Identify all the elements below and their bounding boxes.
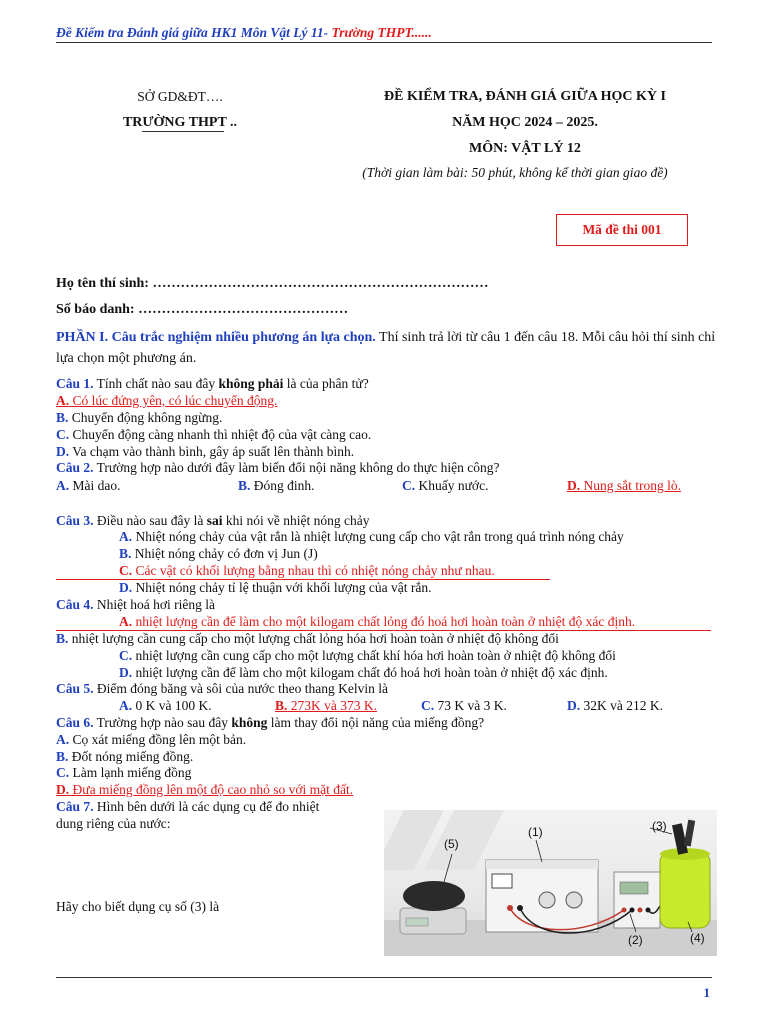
joulemeter-terminal xyxy=(638,908,643,913)
question-4-option-b xyxy=(56,631,559,647)
question-4-label: Câu 4. xyxy=(56,597,94,612)
time-allowance: (Thời gian làm bài: 50 phút, không kể thời gian giao đề) xyxy=(362,165,668,180)
running-header-title: Đề Kiểm tra Đánh giá giữa HK1 Môn Vật Lý 11- xyxy=(56,25,332,40)
option-letter-c: C. xyxy=(119,648,133,663)
question-1-option-d xyxy=(56,444,354,460)
power-knob xyxy=(539,892,555,908)
option-text: Khuấy nước. xyxy=(415,478,489,493)
lab-equipment-figure xyxy=(384,810,717,956)
balance-display xyxy=(406,918,428,926)
question-2-option-c xyxy=(402,478,488,494)
question-6-option-a xyxy=(56,732,246,748)
question-6-text: Trường hợp nào sau đây xyxy=(93,715,232,730)
option-letter-d: D. xyxy=(56,444,70,459)
option-text: nhiệt lượng cần cung cấp cho một lượng chất khí hóa hơi hoàn toàn ở nhiệt độ không đổi xyxy=(132,648,616,663)
question-4-option-a xyxy=(56,614,711,631)
question-3-option-b xyxy=(119,546,318,562)
option-text: nhiệt lượng cần để làm cho một kilogam chất lỏng đó hoá hơi hoàn toàn ở nhiệt độ xác định. xyxy=(132,614,636,629)
option-letter-d: D. xyxy=(567,478,581,493)
option-text: 32K và 212 K. xyxy=(580,698,663,713)
question-4-option-c xyxy=(119,648,616,664)
option-letter-a: A. xyxy=(119,614,133,629)
power-knob xyxy=(566,892,582,908)
option-letter-c: C. xyxy=(56,765,70,780)
question-6-option-c xyxy=(56,765,191,781)
running-header-school: Trường THPT...... xyxy=(331,25,432,40)
question-1-option-b xyxy=(56,410,222,426)
option-letter-d: D. xyxy=(119,665,133,680)
question-3-option-c xyxy=(56,563,550,580)
question-2-option-a xyxy=(56,478,121,494)
calorimeter xyxy=(660,852,710,928)
question-1-text-end: là của phân tử? xyxy=(283,376,369,391)
question-1-stem xyxy=(56,376,369,392)
balance-plate xyxy=(403,881,465,911)
figure-label-2: (2) xyxy=(628,933,643,947)
part1-instructions xyxy=(56,327,716,369)
option-text: 0 K và 100 K. xyxy=(132,698,212,713)
exam-title: ĐỀ KIỂM TRA, ĐÁNH GIÁ GIỮA HỌC KỲ I xyxy=(384,89,666,104)
figure-label-3: (3) xyxy=(652,819,667,833)
option-letter-b: B. xyxy=(56,410,69,425)
option-letter-b: B. xyxy=(119,546,132,561)
option-text: nhiệt lượng cần cung cấp cho một lượng chất lỏng hóa hơi hoàn toàn ở nhiệt độ không đổi xyxy=(68,631,559,646)
question-3-emphasis: sai xyxy=(206,513,223,528)
school-underline xyxy=(142,131,224,132)
question-7-label: Câu 7. xyxy=(56,799,94,814)
option-letter-c: C. xyxy=(402,478,416,493)
figure-label-5: (5) xyxy=(444,837,459,851)
header-rule xyxy=(56,42,712,43)
option-letter-b: B. xyxy=(238,478,251,493)
question-4-option-d xyxy=(119,665,608,681)
option-text: Làm lạnh miếng đồng xyxy=(69,765,192,780)
question-1-option-c xyxy=(56,427,371,443)
question-5-option-d xyxy=(567,698,663,714)
option-letter-d: D. xyxy=(567,698,581,713)
school-label: TRƯỜNG THPT .. xyxy=(122,115,238,130)
question-7-text: Hình bên dưới là các dụng cụ để đo nhiệt xyxy=(93,799,320,814)
question-2-label: Câu 2. xyxy=(56,460,94,475)
question-6-option-b xyxy=(56,749,193,765)
question-4-text: Nhiệt hoá hơi riêng là xyxy=(93,597,215,612)
question-1-option-a xyxy=(56,393,277,409)
question-1-label: Câu 1. xyxy=(56,376,94,391)
exam-code: Mã đề thi 001 xyxy=(582,222,662,237)
question-3-label: Câu 3. xyxy=(56,513,94,528)
exam-code-box xyxy=(556,214,688,246)
question-3-stem xyxy=(56,513,369,529)
joulemeter-body xyxy=(614,872,660,928)
option-letter-d: D. xyxy=(56,782,70,797)
department-label: SỞ GD&ĐT…. xyxy=(137,89,223,104)
question-7-prompt: Hãy cho biết dụng cụ số (3) là xyxy=(56,899,220,914)
part1-label: PHẦN I. xyxy=(56,330,112,345)
option-text: Đưa miếng đồng lên một độ cao nhỏ so với mặt đất. xyxy=(69,782,354,797)
question-1-text: Tính chất nào sau đây xyxy=(93,376,219,391)
question-7-stem xyxy=(56,799,319,815)
warning-label xyxy=(492,874,512,888)
question-3-text: Điều nào sau đây là xyxy=(93,513,207,528)
question-3-option-d xyxy=(119,580,432,596)
option-text: Va chạm vào thành bình, gây áp suất lên thành bình. xyxy=(69,444,355,459)
subject-title: MÔN: VẬT LÝ 12 xyxy=(469,141,581,156)
question-5-option-c xyxy=(421,698,507,714)
option-text: 73 K và 3 K. xyxy=(434,698,507,713)
part1-title: Câu trắc nghiệm nhiều phương án lựa chọn. xyxy=(111,330,376,345)
question-5-text: Điểm đóng băng và sôi của nước theo thang Kelvin là xyxy=(93,681,389,696)
option-letter-a: A. xyxy=(56,393,70,408)
footer-rule xyxy=(56,977,712,978)
question-7-stem-line2: dung riêng của nước: xyxy=(56,816,171,831)
option-text: Chuyển động càng nhanh thì nhiệt độ của vật càng cao. xyxy=(69,427,372,442)
question-6-label: Câu 6. xyxy=(56,715,94,730)
question-2-option-b xyxy=(238,478,315,494)
option-letter-c: C. xyxy=(421,698,435,713)
option-text: Nhiệt nóng chảy tỉ lệ thuận với khối lượng của vật rắn. xyxy=(132,580,432,595)
question-6-text-end: làm thay đổi nội năng của miếng đồng? xyxy=(267,715,485,730)
option-text: Cọ xát miếng đồng lên một bản. xyxy=(69,732,247,747)
question-2-stem xyxy=(56,460,499,476)
option-letter-c: C. xyxy=(56,427,70,442)
option-letter-a: A. xyxy=(56,478,70,493)
question-5-option-a xyxy=(119,698,212,714)
question-2-text: Trường hợp nào dưới đây làm biến đổi nội năng không do thực hiện công? xyxy=(93,460,500,475)
option-text: Các vật có khối lượng bằng nhau thì có nhiệt nóng chảy như nhau. xyxy=(132,563,495,578)
option-text: nhiệt lượng cần để làm cho một kilogam chất đó hoá hơi hoàn toàn ở nhiệt độ xác định. xyxy=(132,665,608,680)
heater-probe xyxy=(684,820,695,847)
option-letter-b: B. xyxy=(56,631,69,646)
student-id-field: Số báo danh: ……………………………………… xyxy=(56,302,349,317)
option-letter-a: A. xyxy=(119,529,133,544)
lab-equipment-illustration xyxy=(384,810,717,956)
option-text: Nhiệt nóng chảy của vật rắn là nhiệt lượng cung cấp cho vật rắn trong quá trình nóng chảy xyxy=(132,529,624,544)
option-letter-b: B. xyxy=(275,698,288,713)
option-letter-a: A. xyxy=(119,698,133,713)
option-text: Mài dao. xyxy=(69,478,121,493)
question-6-emphasis: không xyxy=(231,715,268,730)
option-text: Đóng đinh. xyxy=(250,478,315,493)
question-5-label: Câu 5. xyxy=(56,681,94,696)
option-letter-a: A. xyxy=(56,732,70,747)
question-4-stem xyxy=(56,597,215,613)
figure-label-4: (4) xyxy=(690,931,705,945)
option-text: 273K và 373 K. xyxy=(287,698,378,713)
option-text: Nung sắt trong lò. xyxy=(580,478,681,493)
option-letter-d: D. xyxy=(119,580,133,595)
question-6-option-d xyxy=(56,782,353,798)
option-text: Đốt nóng miếng đồng. xyxy=(68,749,194,764)
question-1-emphasis: không phải xyxy=(218,376,284,391)
figure-label-1: (1) xyxy=(528,825,543,839)
school-year: NĂM HỌC 2024 – 2025. xyxy=(452,115,598,130)
question-5-option-b xyxy=(275,698,377,714)
page-number: 1 xyxy=(703,985,710,1000)
student-name-field: Họ tên thí sinh: ……………………………………………………………… xyxy=(56,276,489,291)
question-2-option-d xyxy=(567,478,681,494)
question-3-text-end: khi nói về nhiệt nóng chảy xyxy=(222,513,370,528)
option-letter-b: B. xyxy=(56,749,69,764)
part1-text: Thí sinh trả lời từ câu 1 đến câu 18. Mỗi câu hỏi thí sinh chỉ lựa chọn một phương án. xyxy=(56,330,716,366)
option-text: Chuyển động không ngừng. xyxy=(68,410,223,425)
question-3-option-a xyxy=(119,529,624,545)
joulemeter-display xyxy=(620,882,648,894)
running-header xyxy=(56,25,432,41)
option-letter-c: C. xyxy=(119,563,133,578)
option-text: Nhiệt nóng chảy có đơn vị Jun (J) xyxy=(131,546,318,561)
leader-line-1 xyxy=(536,840,542,862)
option-text: Có lúc đứng yên, có lúc chuyển động. xyxy=(69,393,278,408)
question-5-stem xyxy=(56,681,388,697)
question-6-stem xyxy=(56,715,484,731)
